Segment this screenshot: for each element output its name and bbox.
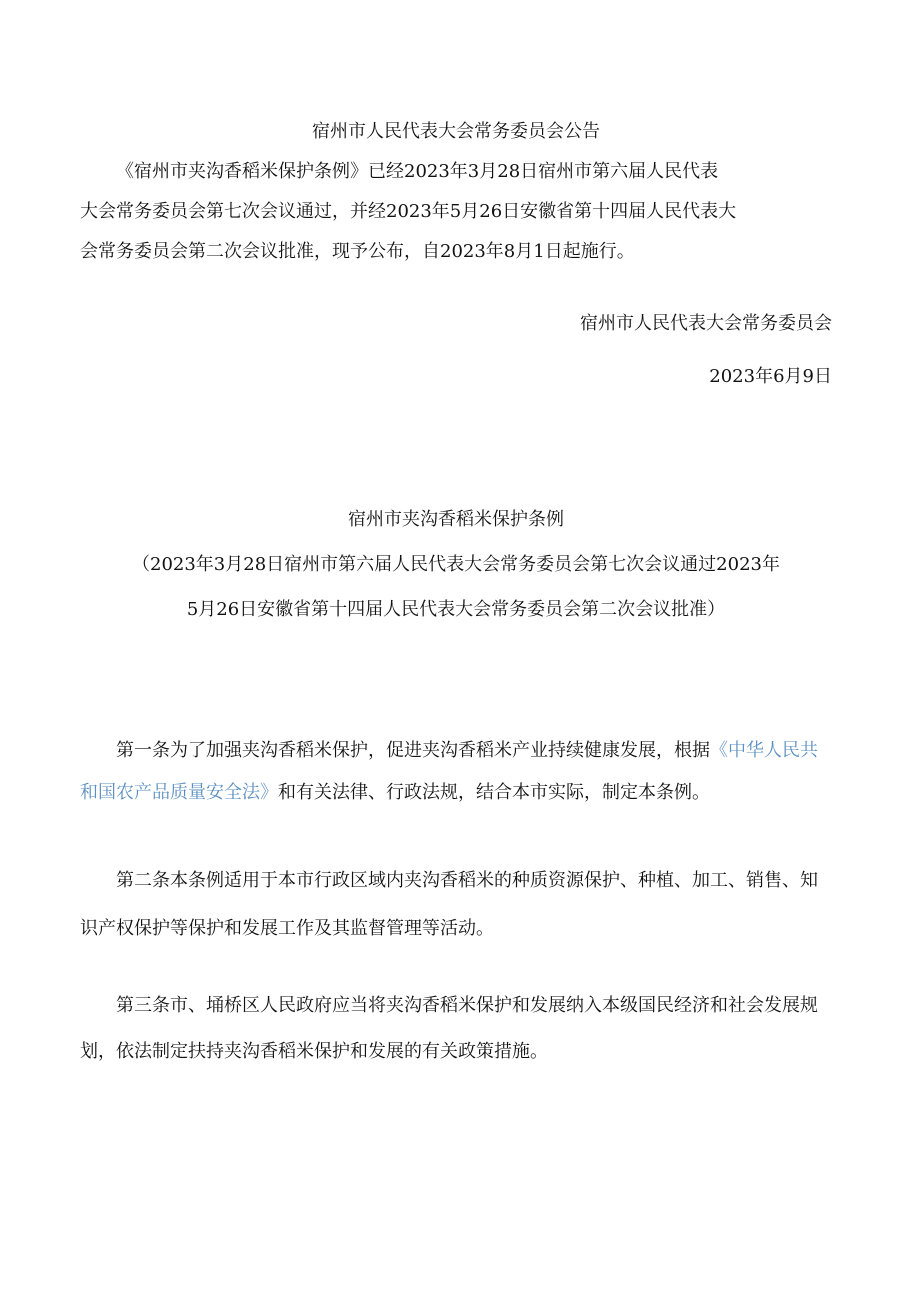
regulation-title: 宿州市夹沟香稻米保护条例: [348, 509, 564, 530]
regulation-subtitle-line-2: 5月26日安徽省第十四届人民代表大会常务委员会第二次会议批准）: [186, 599, 726, 620]
article-2: 第二条本条例适用于本市行政区域内夹沟香稻米的种质资源保护、种植、加工、销售、知识产权保护等保护和发展工作及其监督管理等活动。: [80, 870, 818, 939]
article-1-text-pre: 第一条为了加强夹沟香稻米保护，促进夹沟香稻米产业持续健康发展，根据: [116, 740, 710, 761]
article-3: 第三条市、埇桥区人民政府应当将夹沟香稻米保护和发展纳入本级国民经济和社会发展规划，依法制定扶持夹沟香稻米保护和发展的有关政策措施。: [80, 995, 818, 1062]
article-1: [80, 730, 832, 814]
article-1-text-post: 和有关法律、行政法规，结合本市实际，制定本条例。: [278, 782, 710, 803]
announcement-body-line-2: 大会常务委员会第七次会议通过，并经2023年5月26日安徽省第十四届人民代表大: [80, 201, 737, 222]
announcement-title: 宿州市人民代表大会常务委员会公告: [312, 121, 600, 142]
law-citation-link[interactable]: 《中华人民共和国农产品质量安全法》: [80, 740, 818, 803]
regulation-subtitle-line-1: （2023年3月28日宿州市第六届人民代表大会常务委员会第七次会议通过2023年: [132, 554, 780, 575]
announcement-body: [80, 152, 832, 272]
announcement-date: 2023年6月9日: [709, 366, 832, 387]
announcement-signatory: 宿州市人民代表大会常务委员会: [580, 313, 832, 334]
announcement-body-line-1: 《宿州市夹沟香稻米保护条例》已经2023年3月28日宿州市第六届人民代表: [116, 161, 719, 182]
announcement-body-line-3: 会常务委员会第二次会议批准，现予公布，自2023年8月1日起施行。: [80, 241, 635, 262]
